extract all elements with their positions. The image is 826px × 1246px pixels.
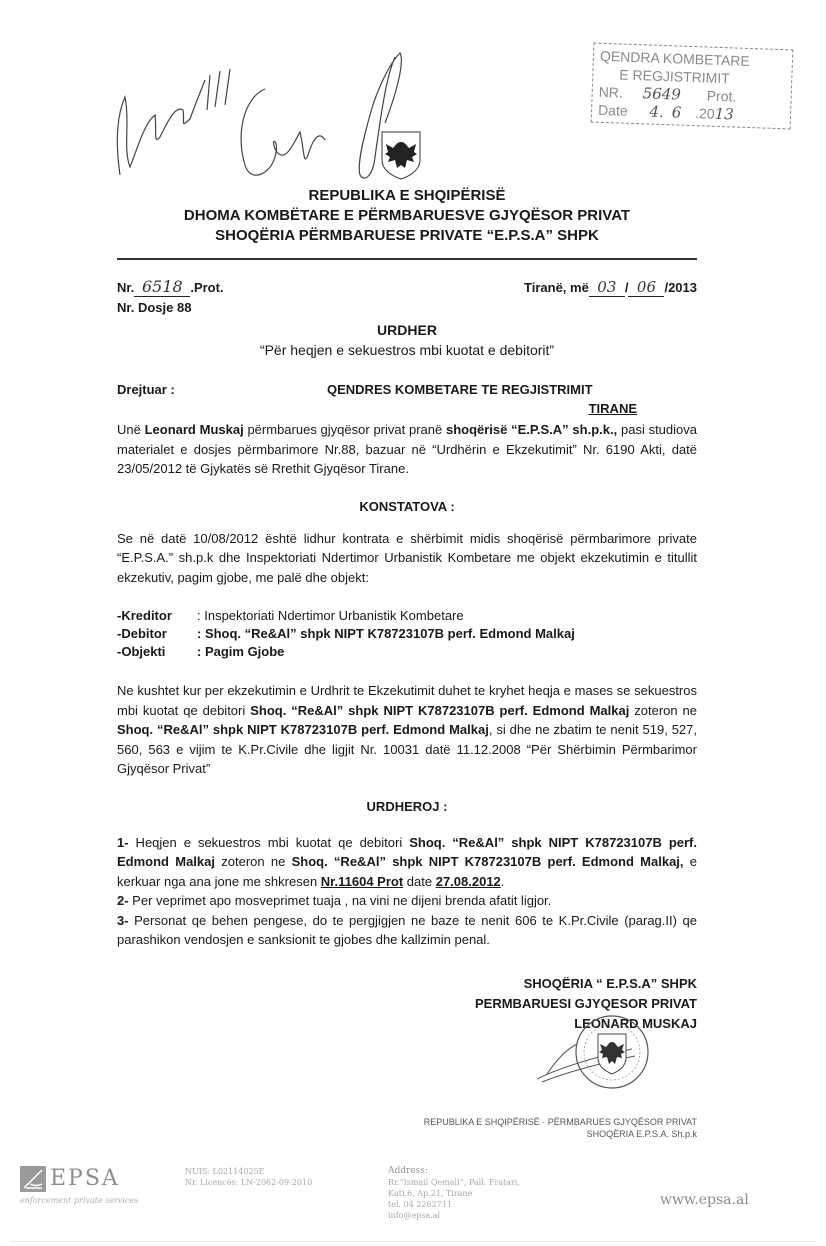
date-day: 03 (589, 278, 625, 297)
addressee-city: TIRANE (588, 401, 637, 416)
order-item-3: 3- Personat qe behen pengese, do te pergjigjen ne baze te nenit 606 te K.Pr.Civile (parag.II) qe parashikon vendosjen e sanksionit te gjobes dhe kallzimin penal. (117, 912, 697, 947)
meta-row (117, 278, 697, 318)
date-separator: / (624, 280, 629, 295)
signature-name: LEONARD MUSKAJ (574, 1015, 697, 1031)
party-row-objekti: -Objekti : Pagim Gjobe (117, 644, 285, 659)
registry-stamp: QENDRA KOMBETARE E REGJISTRIMIT NR. 5649 Prot. Date 4. 6 .2013 (591, 43, 794, 130)
round-stamp-labels (117, 1116, 697, 1146)
signature-area (117, 974, 697, 1124)
nuis-value: L02114025E (212, 1166, 265, 1176)
letterhead-chamber: DHOMA KOMBËTARE E PËRMBARUESVE GJYQËSOR PRIVAT (183, 207, 631, 224)
place-date (524, 278, 697, 298)
addressee (117, 380, 697, 418)
footer (0, 1166, 826, 1246)
bailiff-name: Leonard Muskaj (144, 422, 244, 437)
section-heading-konstatova: KONSTATOVA : (359, 498, 455, 514)
top-area (0, 0, 826, 186)
letterhead-company: SHOQËRIA PËRMBARUESE PRIVATE “E.P.S.A” SHPK (215, 227, 599, 244)
document-title: URDHER (377, 322, 437, 338)
addressee-name: QENDRES KOMBETARE TE REGJISTRIMIT (327, 382, 593, 397)
stamp-date-month: 6 (671, 103, 682, 122)
stamp-year-suffix: 13 (714, 104, 735, 124)
section-heading-urdheroj: URDHEROJ : (366, 798, 448, 814)
footer-address (388, 1166, 520, 1221)
header-divider (117, 258, 697, 260)
stamp-year-prefix: .20 (694, 105, 715, 122)
stamp-nr-label: NR. (598, 83, 624, 101)
nuis-label: NUIS: (185, 1166, 211, 1176)
stamp-line-1: QENDRA KOMBETARE (599, 47, 751, 69)
address-email[interactable]: info@epsa.al (388, 1210, 441, 1220)
address-line: Rr.“Ismail Qemali”, Pall. Fratari, (388, 1177, 520, 1187)
parties-list (117, 607, 697, 661)
stamp-prot-label: Prot. (706, 87, 737, 105)
footer-logo-word: EPSA (50, 1165, 120, 1191)
date-year: /2013 (664, 280, 697, 295)
protocol-prefix: Nr. (117, 280, 135, 295)
stamp-date-label: Date (597, 101, 628, 119)
order-item-2: 2- Per veprimet apo mosveprimet tuaja , na vini ne dijeni brenda afatit ligjor. (117, 893, 552, 908)
date-month: 06 (628, 278, 664, 297)
coat-of-arms-icon (380, 130, 422, 180)
addressee-label: Drejtuar : (117, 382, 175, 397)
address-line: Kati.6, Ap.21, Tirane (388, 1188, 473, 1198)
stamp-line-2: E REGJISTRIMIT (619, 66, 731, 87)
conditions-paragraph: Ne kushtet kur per ekzekutimin e Urdhrit te Ekzekutimit duhet te kryhet heqja e mases se sekuestros mbi kuotat qe debitori Shoq. “Re&Al” shpk NIPT K78723107B perf. Edmond Malkaj zoteron ne Shoq. “Re&Al” shpk NIPT K78723107B perf. Edmond Malkaj, si dhe ne zbatim te nenit 519, 527, 560, 563 e vijim te K.Pr.Civile dhe ligjit Nr. 10031 datë 11.12.2008 “Për Shërbimin Përmbarimor Gjyqësor Privat” (117, 683, 698, 776)
protocol-handwritten-number: 6518 (134, 278, 190, 297)
license-value: LN-2062-09-2010 (240, 1177, 313, 1187)
round-stamp-text: REPUBLIKA E SHQIPËRISË · PËRMBARUES GJYQËSOR PRIVAT (423, 1116, 697, 1127)
place-label: Tiranë, më (524, 280, 589, 295)
footer-divider (10, 1241, 816, 1242)
order-item-1: 1- Heqjen e sekuestros mbi kuotat qe debitori Shoq. “Re&Al” shpk NIPT K78723107B perf. Edmond Malkaj zoteron ne Shoq. “Re&Al” shpk NIPT K78723107B perf. Edmond Malkaj, e kerkuar nga ana jone me shkresen Nr.11604 Prot date 27.08.2012. (117, 834, 698, 889)
footer-logo-tagline: enforcement private services (20, 1195, 139, 1205)
address-title: Address: (388, 1165, 428, 1176)
document-subtitle: “Për heqjen e sekuestros mbi kuotat e debitorit” (259, 342, 555, 358)
company-name: shoqërisë “E.P.S.A” sh.p.k., (445, 422, 618, 437)
signature-company: SHOQËRIA “ E.P.S.A” SHPK (523, 975, 697, 991)
letterhead-country: REPUBLIKA E SHQIPËRISË (308, 187, 506, 204)
address-phone: tel. 04 2262711 (388, 1199, 452, 1209)
dossier-number: Nr. Dosje 88 (117, 300, 192, 315)
document-body (117, 186, 697, 1124)
footer-logo (20, 1166, 138, 1205)
party-row-kreditor: -Kreditor : Inspektoriati Ndertimor Urbanistik Kombetare (117, 608, 464, 623)
intro-paragraph: Unë Leonard Muskaj përmbarues gjyqësor privat pranë shoqërisë “E.P.S.A” sh.p.k., pasi studiova materialet e dosjes përmbarimore Nr.88, bazuar në “Urdhërin e Ekzekutimit” Nr. 6190 Akti, datë 23/05/2012 të Gjykatës së Rrethit Gjyqësor Tirane. (117, 422, 697, 476)
konstatova-paragraph: Se në datë 10/08/2012 është lidhur kontrata e shërbimit midis shoqërisë përmbarimore private “E.P.S.A.” sh.p.k dhe Inspektoriati Ndertimor Urbanistik Kombetare me objekt ekzekutimin e titullit ekzekutiv, pagim gjobe, me palë dhe objekt: (117, 530, 697, 585)
stamp-nr-value: 5649 (642, 84, 682, 104)
signature-role: PERMBARUESI GJYQESOR PRIVAT (475, 995, 697, 1011)
letterhead (117, 186, 697, 246)
stamp-date-day: 4 (649, 102, 660, 121)
epsa-logo-icon (20, 1166, 46, 1192)
license-label: Nr. Licencës: (185, 1177, 239, 1187)
protocol-suffix: .Prot. (190, 280, 224, 295)
round-stamp-icon (572, 1014, 652, 1092)
party-row-debitor: -Debitor : Shoq. “Re&Al” shpk NIPT K78723107B perf. Edmond Malkaj (117, 626, 575, 641)
orders-list (117, 833, 697, 950)
footer-website-link[interactable]: www.epsa.al (660, 1191, 749, 1208)
round-stamp-inner-text: SHOQËRIA E.P.S.A. Sh.p.k (586, 1128, 697, 1139)
